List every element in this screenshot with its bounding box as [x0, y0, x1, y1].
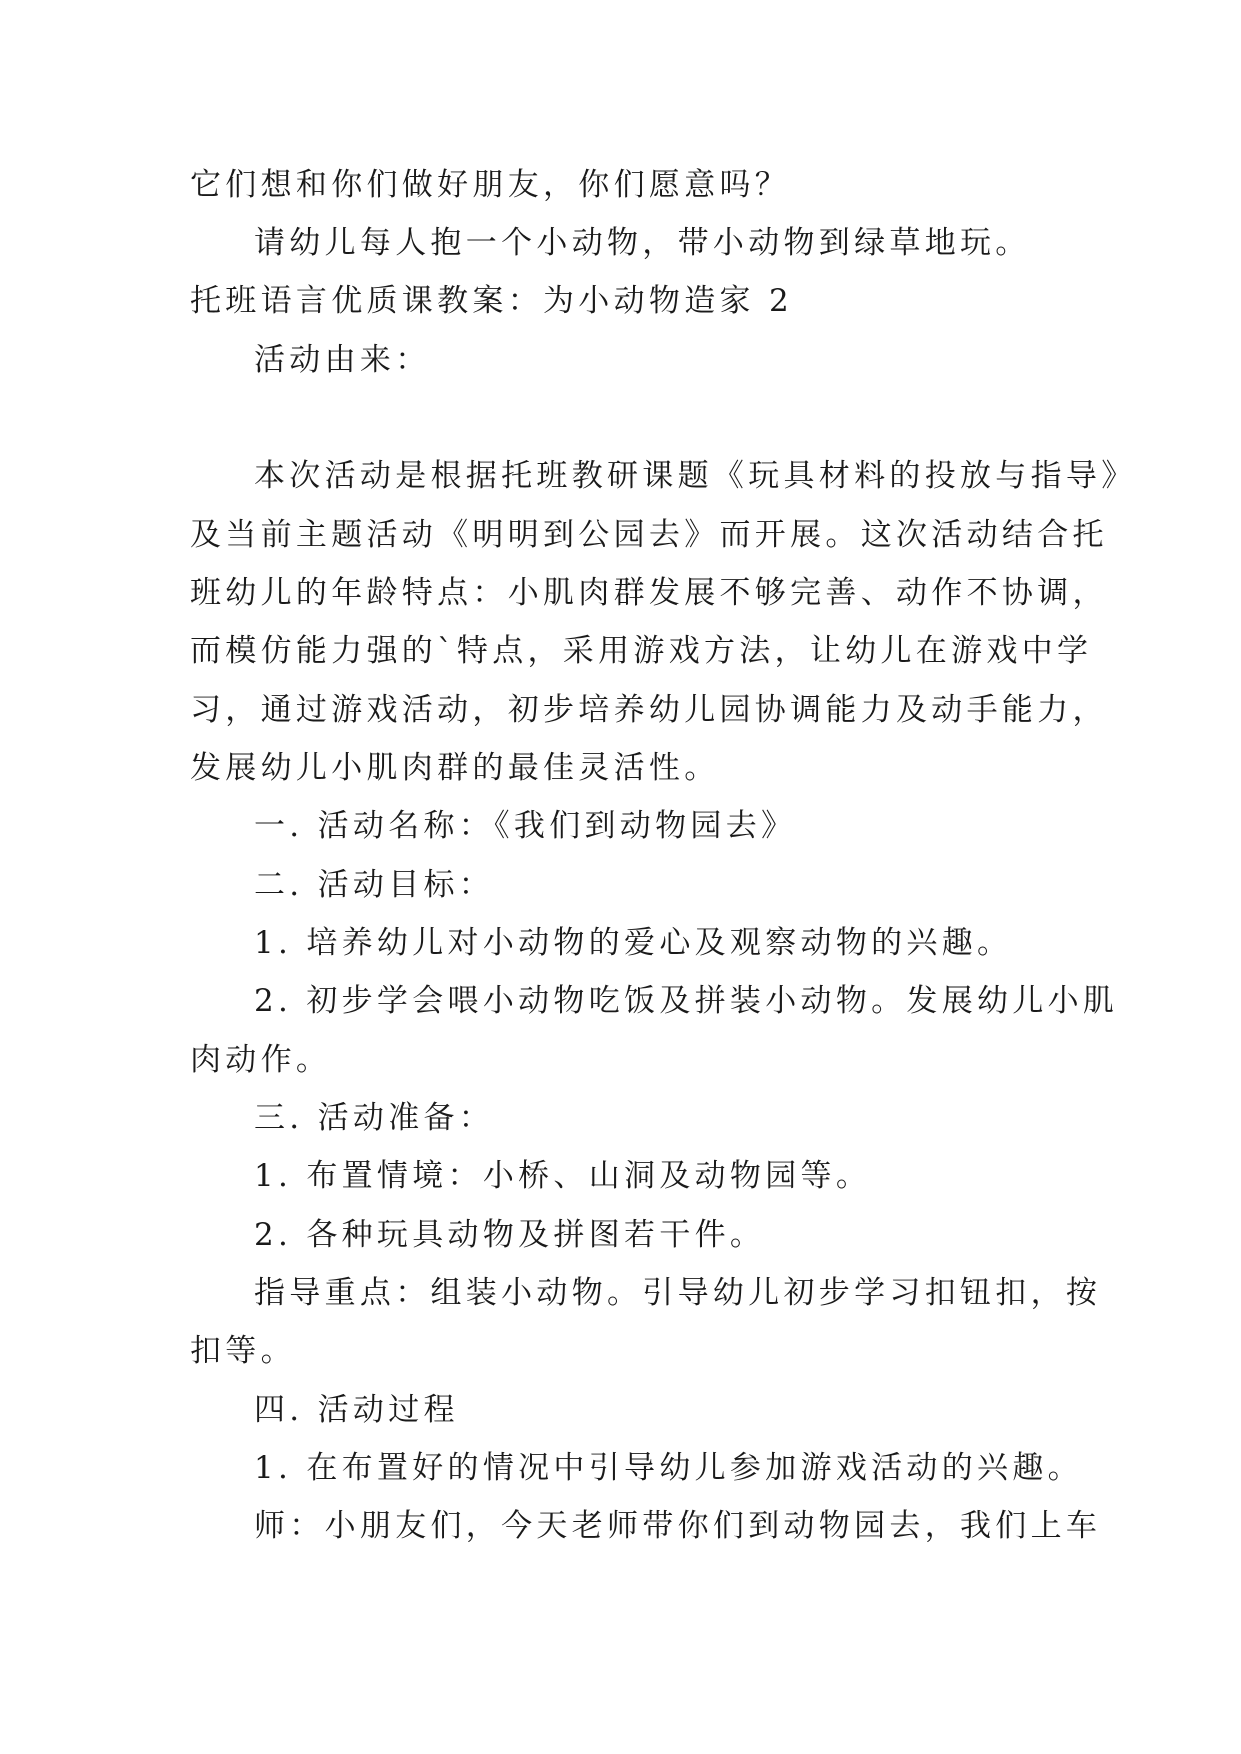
text-line: 活动由来： — [254, 342, 431, 378]
text-line: 2. 各种玩具动物及拼图若干件。 — [254, 1217, 766, 1253]
text-line: 三. 活动准备： — [254, 1100, 495, 1136]
text-line: 本次活动是根据托班教研课题《玩具材料的投放与指导》 — [254, 458, 1137, 494]
text-line: 师：小朋友们，今天老师带你们到动物园去，我们上车 — [254, 1508, 1102, 1544]
text-line: 扣等。 — [190, 1333, 296, 1369]
text-line: 1. 在布置好的情况中引导幼儿参加游戏活动的兴趣。 — [254, 1450, 1083, 1486]
text-line: 1. 布置情境：小桥、山洞及动物园等。 — [254, 1158, 872, 1194]
text-line: 习，通过游戏活动，初步培养幼儿园协调能力及动手能力， — [190, 692, 1108, 728]
text-line: 肉动作。 — [190, 1042, 332, 1078]
text-line: 及当前主题活动《明明到公园去》而开展。这次活动结合托 — [190, 517, 1108, 553]
text-line: 发展幼儿小肌肉群的最佳灵活性。 — [190, 750, 720, 786]
text-line: 二. 活动目标： — [254, 867, 495, 903]
section-heading: 托班语言优质课教案：为小动物造家 2 — [190, 283, 793, 319]
text-line: 一. 活动名称：《我们到动物园去》 — [254, 808, 797, 844]
text-line: 1. 培养幼儿对小动物的爱心及观察动物的兴趣。 — [254, 925, 1013, 961]
text-line: 它们想和你们做好朋友，你们愿意吗？ — [190, 167, 791, 203]
text-line: 2. 初步学会喂小动物吃饭及拼装小动物。发展幼儿小肌 — [254, 983, 1119, 1019]
text-line: 班幼儿的年龄特点：小肌肉群发展不够完善、动作不协调， — [190, 575, 1108, 611]
text-line: 而模仿能力强的`特点，采用游戏方法，让幼儿在游戏中学 — [190, 633, 1093, 669]
text-line: 请幼儿每人抱一个小动物，带小动物到绿草地玩。 — [254, 225, 1031, 261]
text-line: 指导重点：组装小动物。引导幼儿初步学习扣钮扣，按 — [254, 1275, 1102, 1311]
text-line: 四. 活动过程 — [254, 1392, 459, 1428]
